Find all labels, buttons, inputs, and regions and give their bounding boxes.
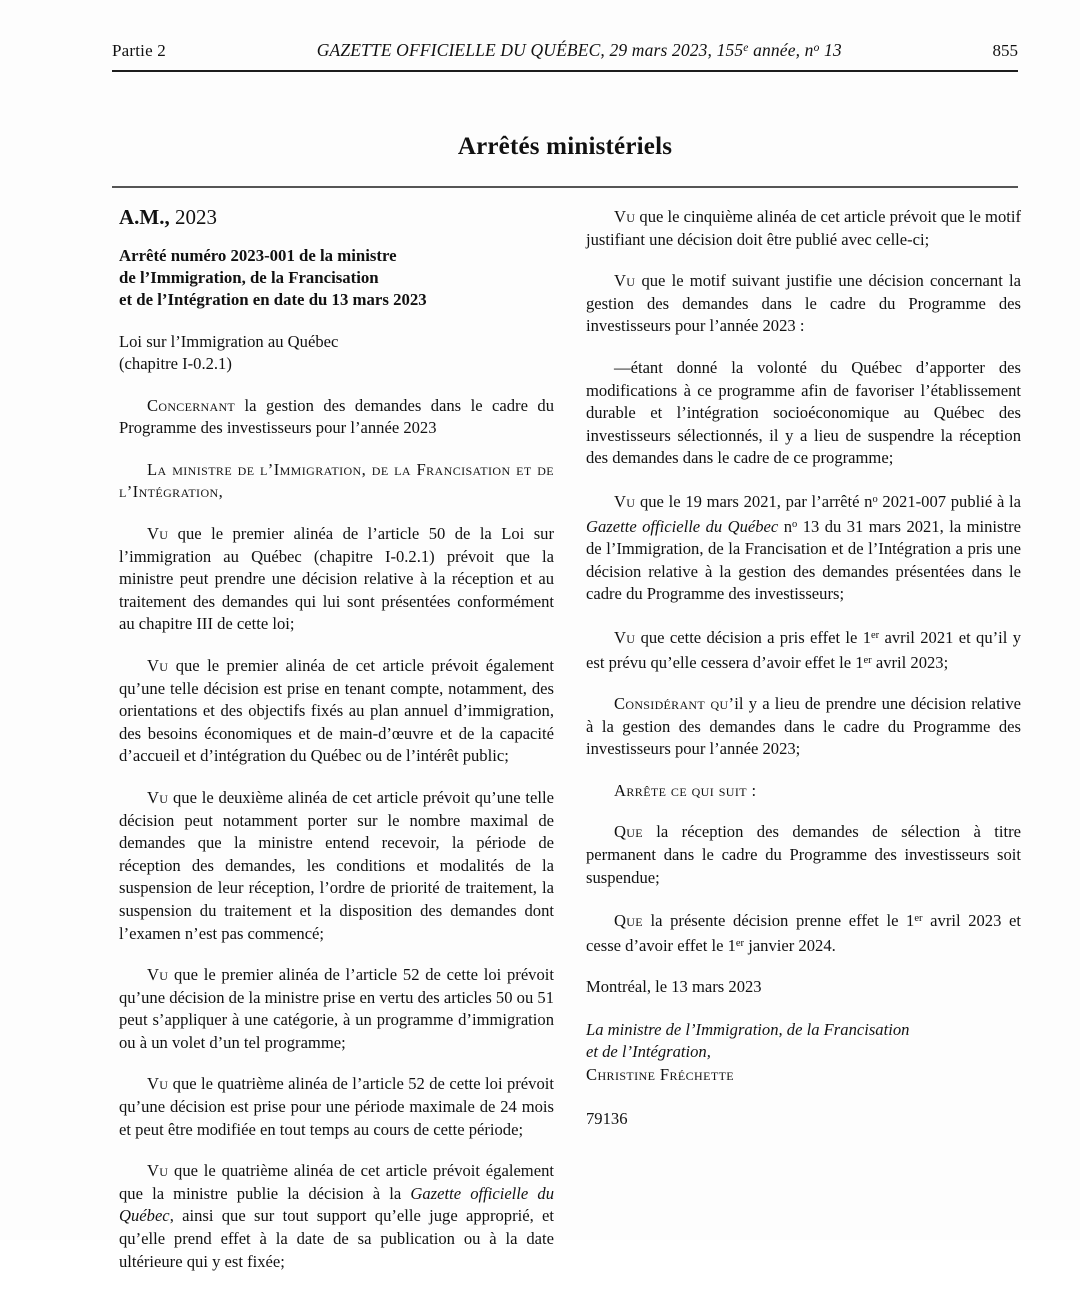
paragraph-vu-1 (119, 523, 554, 636)
paragraph-motif-dash: —étant donné la volonté du Québec d’apporter des modifications à ce programme afin de favoriser l’établissement durable et l’intégration socioéconomique au Québec des investisseurs sélectionnés, il y a lieu de suspendre la réception des demandes dans le cadre de ce programme; (586, 357, 1021, 468)
vu-smallcaps-8: Vu (614, 271, 636, 291)
vu-text-7: que le cinquième alinéa de cet article prévoit que le motif justifiant une décision doit être publié avec celle-ci; (586, 207, 1021, 249)
paragraph-vu-3 (119, 787, 554, 945)
vu-smallcaps-1: Vu (147, 524, 169, 543)
vu-text-5: que le quatrième alinéa de l’article 52 de cette loi prévoit qu’une décision est prise pour une période maximale de 24 mois et peut être modifiée en tout temps au cours de cette période; (119, 1074, 554, 1139)
vu-text-4: que le premier alinéa de l’article 52 de cette loi prévoit qu’une décision de la ministre prise en vertu des articles 50 ou 51 peut s’appliquer à une catégorie, à un programme d’immigration ou à un volet d’un tel programme; (119, 965, 555, 1052)
arrete-heading-line-3: et de l’Intégration en date du 13 mars 2023 (119, 290, 427, 310)
premier-sup-2: er (863, 654, 872, 666)
gazette-italic-right: Gazette officielle du Québec (586, 516, 779, 536)
left-column (119, 206, 554, 1292)
running-head-sup-numero: o (813, 42, 820, 54)
running-head (112, 40, 1018, 66)
vu-smallcaps-2: Vu (147, 655, 169, 675)
vu-text-10b: avril 2021 et qu’il y est prévu qu’elle cessera d’avoir effet le 1 (586, 627, 1021, 672)
concernant-text: la gestion des demandes dans le cadre du Programme des investisseurs pour l’année 2023 (119, 395, 554, 438)
que-text-1: la réception des demandes de sélection à titre permanent dans le cadre du Programme des investisseurs soit suspendue; (586, 822, 1021, 887)
considerant-text: il y a lieu de prendre une décision relative à la gestion des demandes dans le cadre du Programme des investisseurs pour l’année 2023; (586, 694, 1021, 759)
vu-text-6b: , ainsi que sur tout support qu’elle juge approprié, et qu’elle prend effet à la date de sa publication ou à la date ultérieure qui y est fixée; (119, 1206, 554, 1271)
paragraph-concernant (119, 395, 554, 440)
considerant-smallcaps: Considérant qu’ (614, 694, 735, 714)
vu-text-9b: 2021-007 publié à la (877, 491, 1021, 511)
vu-text-1: que le premier alinéa de l’article 50 de la Loi sur l’immigration au Québec (chapitre I-0.2.1) prévoit que la ministre peut prendre une décision relative à la réception et au traitement des demandes qui lui sont présentées conformément au chapitre III de cette loi; (119, 524, 554, 634)
title-divider (112, 186, 1018, 188)
vu-text-9d: 13 du 31 mars 2021, la ministre de l’Immigration, de la Francisation et de l’Intégration a pris une décision relative à la gestion des demandes présentées dans le cadre du Programme des investisseurs; (586, 516, 1021, 604)
am-year: 2023 (175, 205, 217, 229)
que-text-2b: avril 2023 et cesse d’avoir effet le 1 (586, 911, 1021, 955)
vu-smallcaps-3: Vu (147, 787, 169, 807)
arrete-heading (119, 245, 554, 312)
vu-smallcaps-7: Vu (614, 207, 636, 226)
running-head-part: Partie 2 (112, 41, 167, 60)
right-column (586, 206, 1021, 1131)
vu-text-8: que le motif suivant justifie une décision concernant la gestion des demandes dans le cadre du Programme des investisseurs pour l’année 2023 : (586, 271, 1021, 336)
que-smallcaps-1: Que (614, 822, 643, 842)
loi-reference (119, 331, 554, 376)
loi-reference-chapter: (chapitre I-0.2.1) (119, 354, 232, 374)
vu-text-10c: avril 2023; (871, 652, 949, 672)
arrete-heading-line-2: de l’Immigration, de la Francisation (119, 268, 379, 287)
signature-name: Christine Fréchette (586, 1064, 735, 1084)
gazette-italic-left: Gazette officielle du Québec (119, 1183, 554, 1226)
vu-text-10a: que cette décision a pris effet le 1 (635, 627, 872, 647)
vu-text-9a: que le 19 mars 2021, par l’arrêté n (635, 491, 873, 511)
signature-title (586, 1019, 1021, 1064)
page-title: Arrêtés ministériels (457, 133, 673, 160)
numero-sup-2: o (792, 518, 798, 530)
concernant-smallcaps: Concernant (147, 395, 236, 415)
paragraph-vu-10 (586, 625, 1021, 674)
page-number: 855 (992, 41, 1018, 60)
premier-sup-3: er (914, 913, 923, 925)
paragraph-vu-2 (119, 655, 554, 768)
running-head-sup-ordinal: e (743, 42, 749, 54)
vu-smallcaps-4: Vu (147, 965, 169, 985)
paragraph-vu-9 (586, 489, 1021, 606)
paragraph-vu-5 (119, 1073, 554, 1141)
arrete-heading-line-1: Arrêté numéro 2023-001 de la ministre (119, 245, 397, 265)
que-text-2c: janvier 2024. (744, 935, 836, 955)
ministre-heading: La ministre de l’Immigration, de la Francisation et de l’Intégration, (119, 459, 554, 502)
signature-city-date: Montréal, le 13 mars 2023 (586, 977, 762, 997)
loi-reference-title: Loi sur l’Immigration au Québec (119, 331, 339, 351)
vu-text-2: que le premier alinéa de cet article prévoit également qu’une telle décision est prise en tenant compte, notamment, des orientations et des objectifs fixés au plan annuel d’immigration, des besoins économiques et de main-d’œuvre et de la capacité d’accueil et d’intégration du Québec ou de l’intérêt public; (119, 655, 554, 766)
paragraph-vu-6 (119, 1160, 554, 1273)
vu-smallcaps-6: Vu (147, 1161, 169, 1181)
am-label: A.M., (119, 205, 170, 229)
paragraph-vu-8 (586, 270, 1021, 338)
running-head-center: GAZETTE OFFICIELLE DU QUÉBEC, 29 mars 2023, 155e année, $n^o$ 13 (316, 40, 842, 60)
header-divider (112, 70, 1018, 72)
paragraph-considerant (586, 693, 1021, 761)
paragraph-vu-7 (586, 206, 1021, 251)
vu-text-3: que le deuxième alinéa de cet article prévoit qu’une telle décision peut notamment porter sur le nombre maximal de demandes que la ministre entend recevoir, la période de réception des demandes, les conditions et modalités de la suspension de leur réception, l’ordre de priorité de traitement, la suspension du traitement et la disposition des demandes dont l’examen n’est pas commencé; (119, 787, 554, 943)
signature-title-line-2: et de l’Intégration, (586, 1042, 711, 1062)
que-text-2a: la présente décision prenne effet le 1 (642, 911, 915, 931)
am-line (119, 206, 554, 229)
vu-smallcaps-9: Vu (614, 491, 636, 511)
numero-sup-1: o (872, 493, 878, 505)
vu-text-9c: n (778, 516, 793, 536)
vu-text-6a: que le quatrième alinéa de cet article prévoit également que la ministre publie la décision à la (119, 1161, 554, 1203)
premier-sup-1: er (871, 629, 880, 641)
premier-sup-4: er (735, 937, 745, 949)
vu-smallcaps-10: Vu (614, 627, 636, 647)
arrete-ce-qui-suit: Arrête ce qui suit : (614, 780, 757, 800)
que-smallcaps-2: Que (614, 911, 643, 931)
paragraph-vu-4 (119, 964, 554, 1054)
vu-smallcaps-5: Vu (147, 1074, 169, 1094)
reference-number: 79136 (586, 1109, 628, 1129)
signature-title-line-1: La ministre de l’Immigration, de la Francisation (586, 1020, 910, 1040)
paragraph-que-1 (586, 821, 1021, 889)
paragraph-que-2 (586, 908, 1021, 957)
